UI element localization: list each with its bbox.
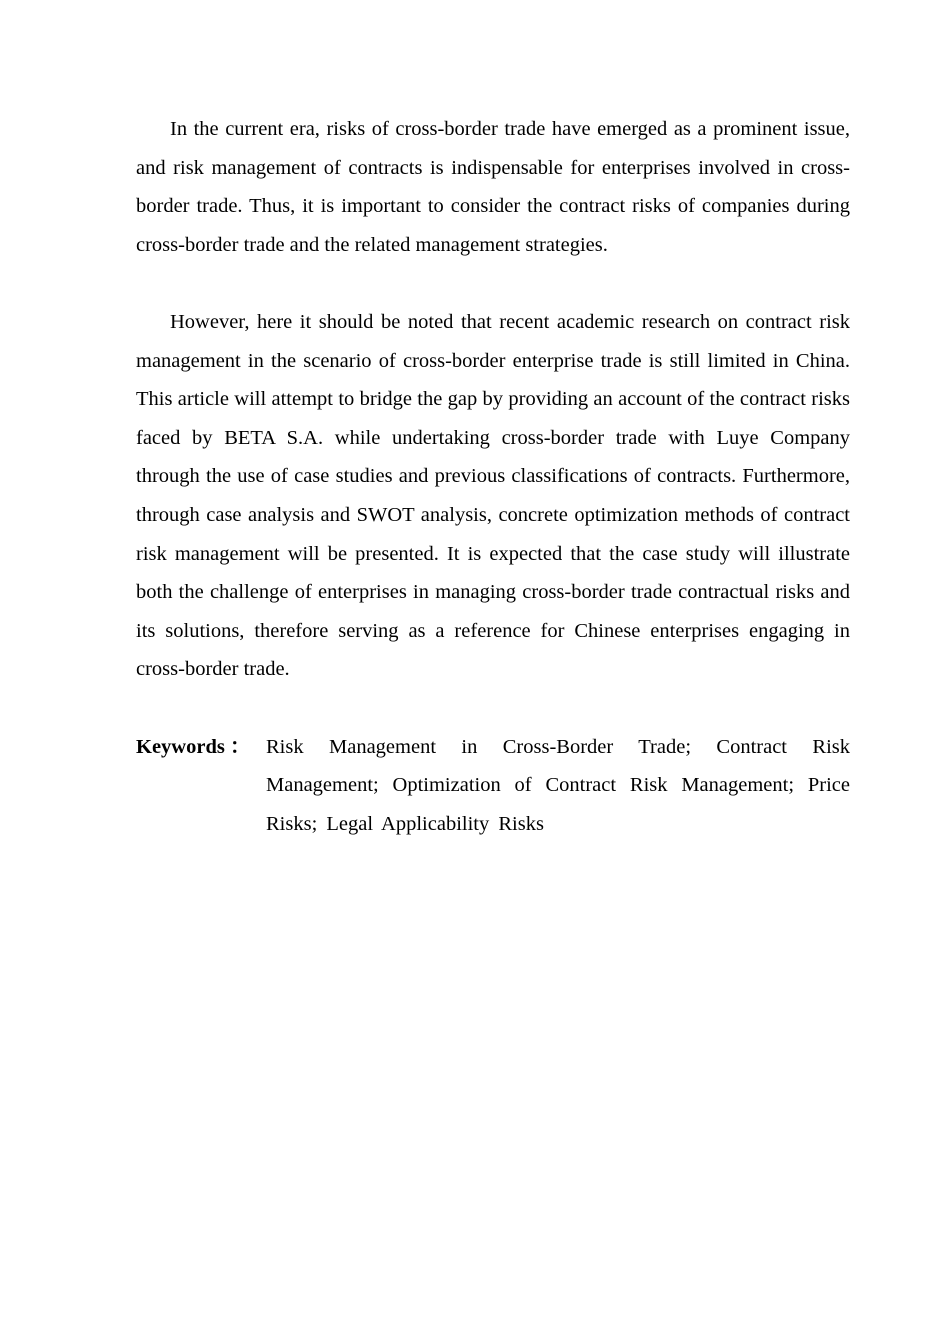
keywords-block xyxy=(136,728,850,844)
keywords-label: Keywords xyxy=(136,735,225,758)
keywords-list: Risk Management in Cross-Border Trade; Contract Risk Management; Optimization of Contract Risk Management; Price Risks; Legal Applicability Risks xyxy=(266,735,850,835)
keywords-colon: ： xyxy=(229,735,251,758)
abstract-paragraph-1: In the current era, risks of cross-border trade have emerged as a prominent issue, and risk management of contracts is indispensable for enterprises involved in cross-border trade. Thus, it is important to consider the contract risks of companies during cross-border trade and the related management strategies. xyxy=(136,118,850,256)
keywords-label-group xyxy=(136,728,266,844)
abstract-page xyxy=(136,110,850,843)
abstract-paragraph-2: However, here it should be noted that recent academic research on contract risk management in the scenario of cross-border enterprise trade is still limited in China. This article will attempt to bridge the gap by providing an account of the contract risks faced by BETA S.A. while undertaking cross-border trade with Luye Company through the use of case studies and previous classifications of contracts. Furthermore, through case analysis and SWOT analysis, concrete optimization methods of contract risk management will be presented. It is expected that the case study will illustrate both the challenge of enterprises in managing cross-border trade contractual risks and its solutions, therefore serving as a reference for Chinese enterprises engaging in cross-border trade. xyxy=(136,310,850,681)
